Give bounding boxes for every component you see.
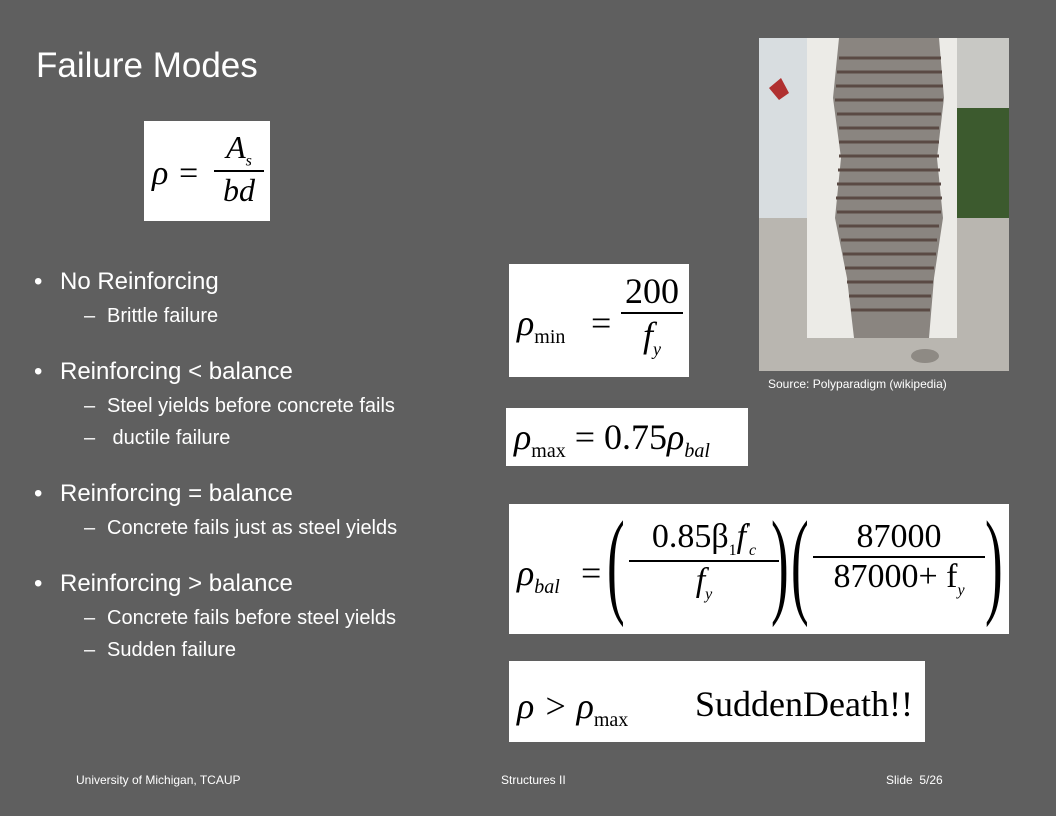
bullet-group — [34, 570, 494, 662]
rho-max-subscript: max — [531, 440, 566, 463]
rho-max-symbol: ρ — [514, 417, 532, 457]
right-paren-2: ) — [985, 497, 1003, 628]
sudden-rho: ρ — [576, 686, 594, 726]
sub-bullet-item: – Concrete fails before steel yields — [84, 607, 397, 629]
rho-bal-formula: $\rho_{bal}$ = ( $0.85\beta_1f'_c$ $f_y$ ) ( 87000 $87000+ f_y$ ) — [509, 504, 1009, 634]
beta-sub: 1 — [728, 541, 737, 559]
rho-min-formula — [509, 264, 689, 377]
footer-slide-number: Slide 5/26 — [886, 773, 943, 787]
bullet-item: • Reinforcing = balance — [34, 480, 293, 507]
rho-min-denominator: f — [642, 315, 653, 355]
sub-bullet-item: – Sudden failure — [84, 639, 236, 661]
rho-max-coefficient: = 0.75 — [574, 417, 668, 457]
sub-bullet-item: – Steel yields before concrete fails — [84, 395, 395, 417]
sudden-death-text: SuddenDeath!! — [695, 684, 913, 724]
sudden-lhs: ρ > — [517, 686, 568, 726]
bullet-group — [34, 480, 494, 540]
bullet-item: • No Reinforcing — [34, 268, 219, 295]
right-paren: ) — [771, 497, 789, 628]
rho-max-formula — [506, 408, 748, 466]
rho-formula-num-sub: s — [245, 152, 252, 170]
bullet-group — [34, 268, 494, 328]
rho-min-numerator: 200 — [625, 271, 679, 311]
rho-formula-den: bd — [223, 172, 255, 209]
fy-sub-2: y — [957, 581, 965, 599]
rho-min-equals: = — [591, 303, 612, 343]
rho-min-den-sub: y — [653, 339, 661, 360]
bullet-list — [34, 268, 494, 692]
rho-bal-equals: = — [581, 553, 602, 593]
sudden-rho-sub: max — [593, 709, 629, 732]
fc-sub: c — [749, 541, 757, 559]
rho-formula-lhs: ρ = — [152, 155, 200, 192]
fy-sub: y — [705, 585, 713, 603]
column-failure-photo — [759, 38, 1009, 371]
bullet-group — [34, 358, 494, 450]
sub-bullet-item: – Concrete fails just as steel yields — [84, 517, 398, 539]
slide-title: Failure Modes — [36, 46, 258, 85]
rho-bal-subscript: bal — [684, 440, 710, 463]
rho-bal-lhs-sub: bal — [534, 576, 560, 599]
sub-bullet-item: – ductile failure — [84, 427, 231, 449]
sub-bullet-item: – Brittle failure — [84, 305, 219, 327]
rho-min-symbol: ρ — [517, 303, 535, 343]
rho-bal-den1: f — [695, 561, 706, 599]
rho-bal-lhs: ρ — [517, 553, 535, 593]
rho-bal-symbol: ρ — [667, 417, 685, 457]
rho-formula-num: A — [226, 129, 246, 165]
rho-bal-num2: 87000 — [856, 518, 942, 555]
fc-symbol: f — [736, 518, 747, 555]
rho-formula — [144, 121, 270, 221]
rho-bal-num1: 0.85β — [651, 518, 729, 555]
photo-source-caption: Source: Polyparadigm (wikipedia) — [768, 377, 947, 391]
bullet-item: • Reinforcing > balance — [34, 570, 293, 597]
left-paren: ( — [607, 497, 625, 628]
bullet-item: • Reinforcing < balance — [34, 358, 293, 385]
footer-course: Structures II — [501, 773, 566, 787]
sudden-death-formula — [509, 661, 925, 742]
rho-min-subscript: min — [534, 326, 566, 349]
left-paren-2: ( — [791, 497, 809, 628]
rho-bal-den2: 87000+ f — [833, 558, 958, 595]
footer-institution: University of Michigan, TCAUP — [76, 773, 241, 787]
